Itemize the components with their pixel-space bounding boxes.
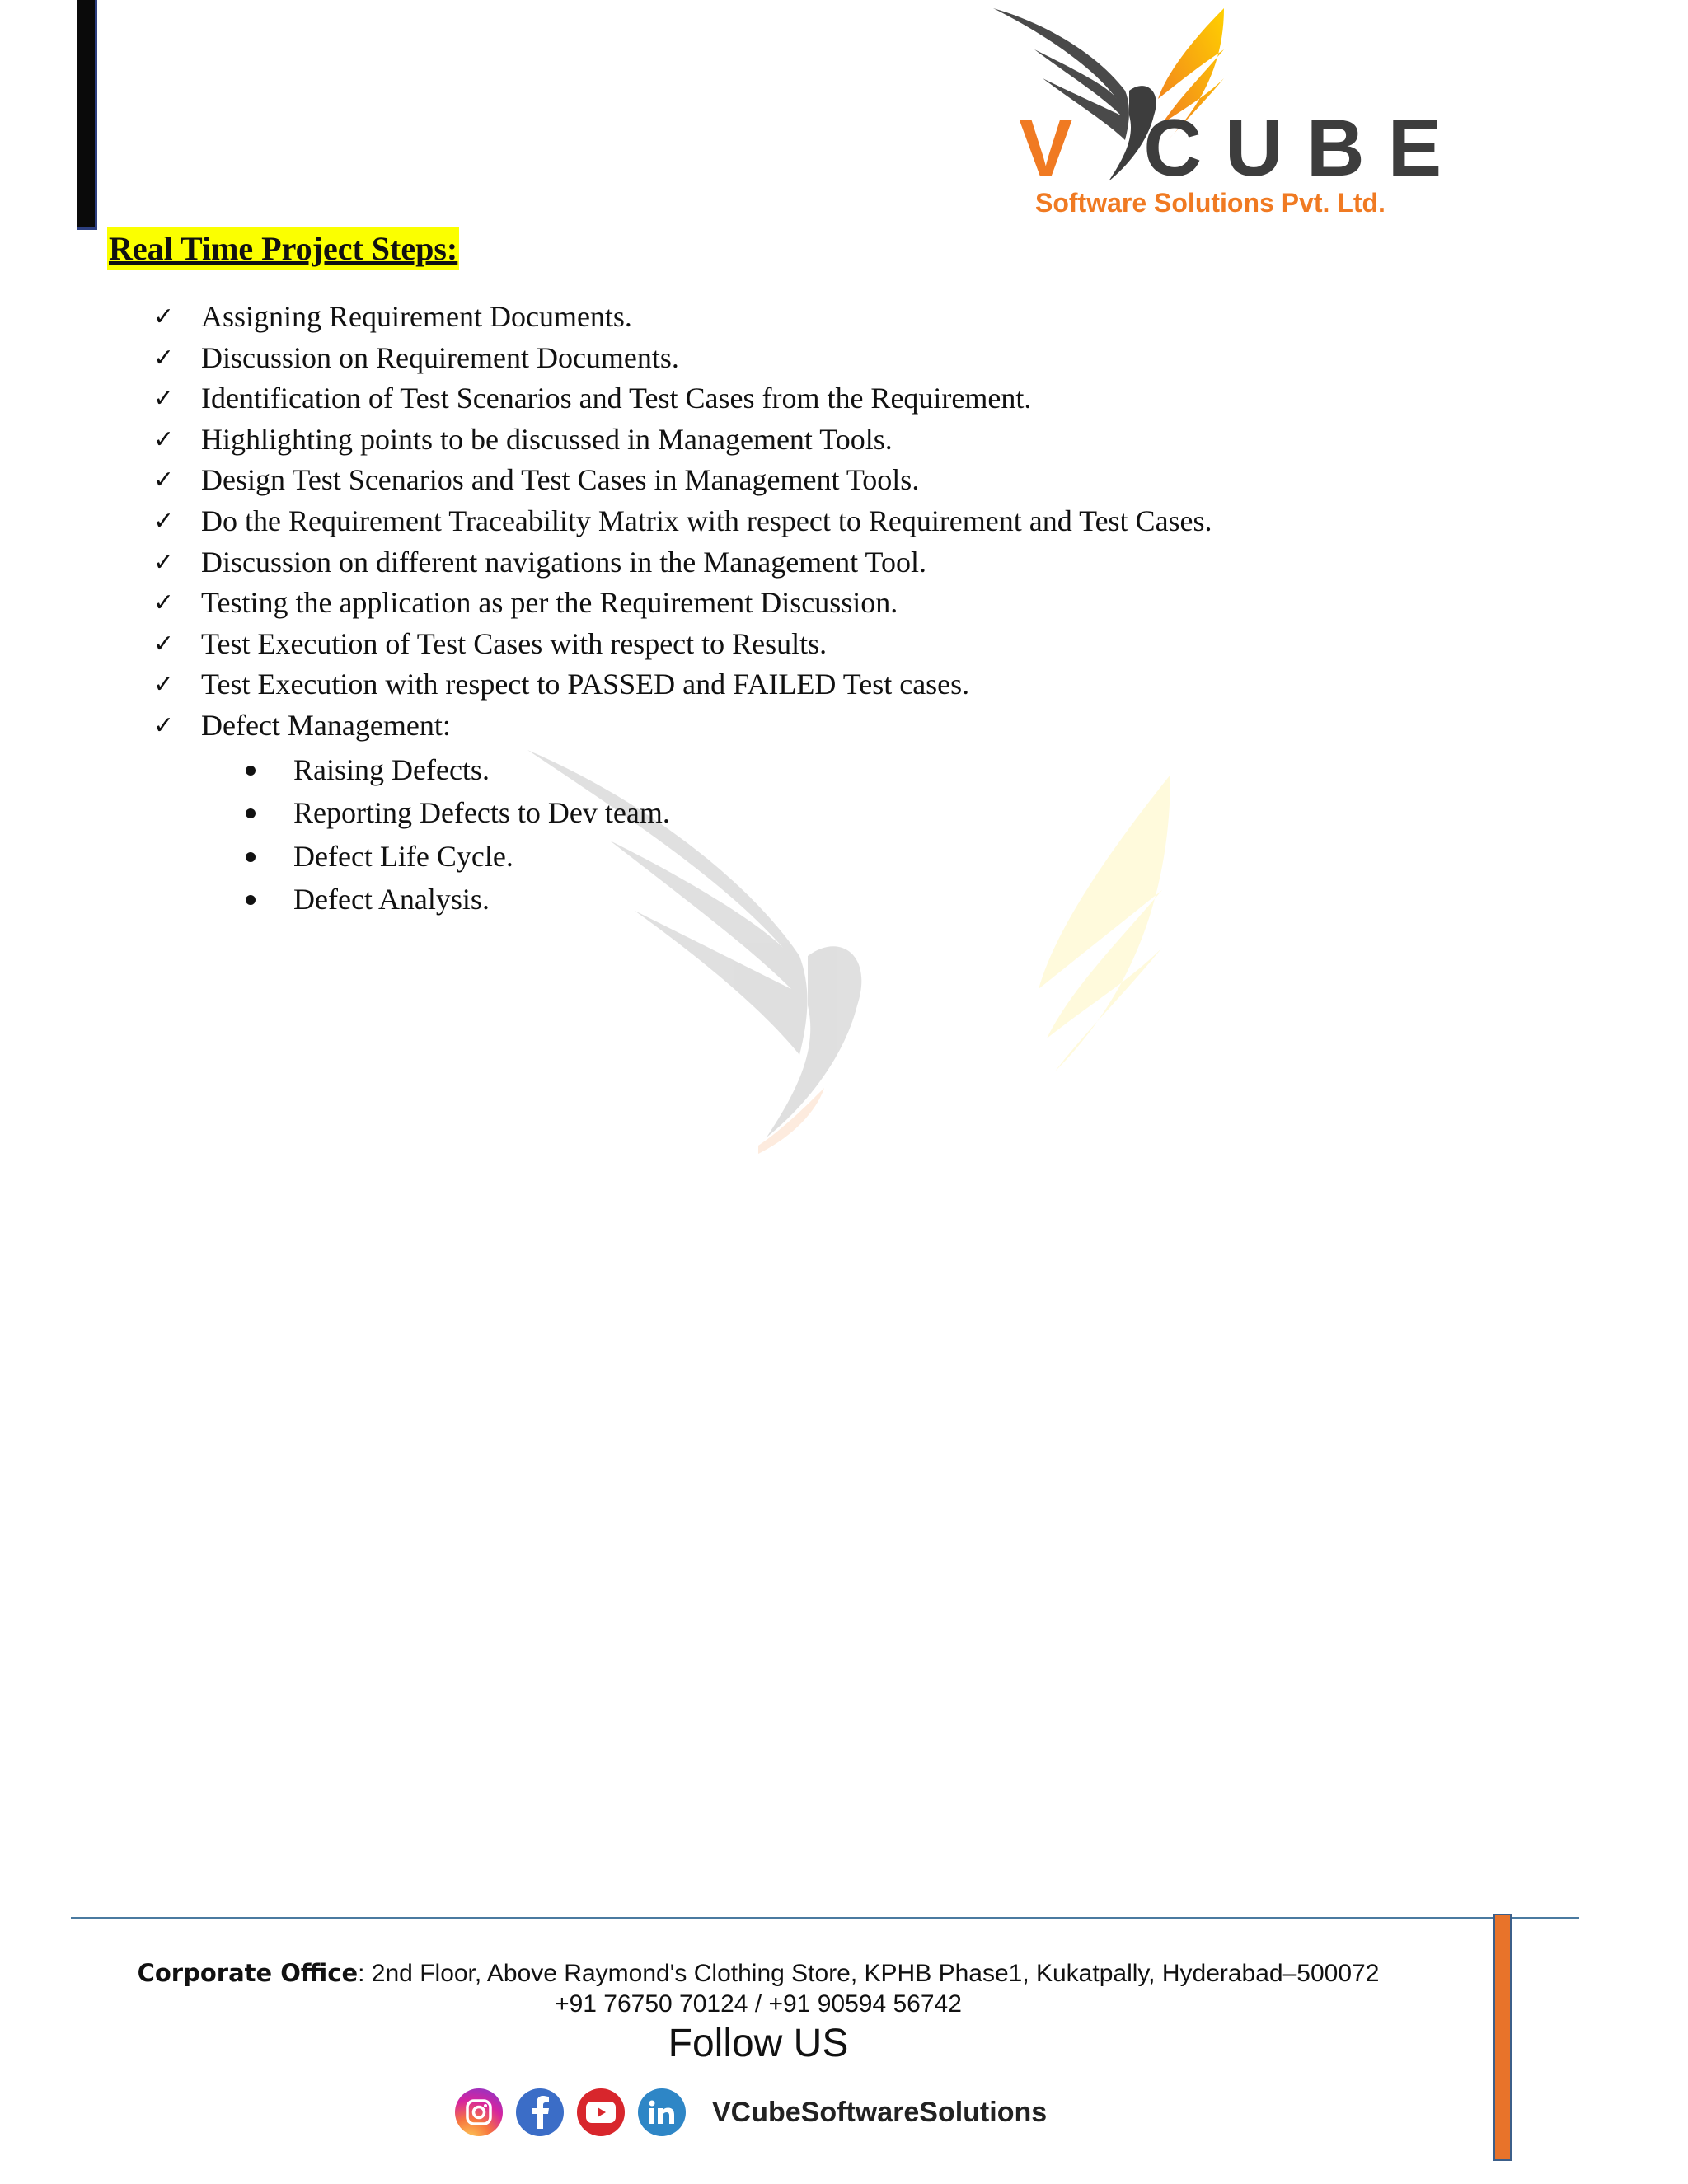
checkmark-icon: ✓ (153, 424, 175, 454)
checkmark-icon: ✓ (153, 629, 175, 658)
sub-list-item: Defect Life Cycle. (201, 835, 1212, 879)
sub-list-item: Raising Defects. (201, 748, 1212, 792)
list-item: ✓ Test Execution of Test Cases with respect to Results. (148, 624, 1212, 665)
checkmark-icon: ✓ (153, 670, 175, 700)
youtube-icon[interactable] (577, 2088, 625, 2136)
checkmark-icon: ✓ (153, 710, 175, 740)
checkmark-icon: ✓ (153, 384, 175, 414)
linkedin-icon[interactable] (638, 2088, 686, 2136)
sub-list-item: Defect Analysis. (201, 878, 1212, 921)
list-item: ✓ Discussion on Requirement Documents. (148, 338, 1212, 379)
logo-wordmark: V CUBE (1019, 102, 1465, 193)
checkmark-icon: ✓ (153, 506, 175, 536)
instagram-icon[interactable] (455, 2088, 503, 2136)
follow-us-label: Follow US (668, 2022, 849, 2065)
bullet-icon (246, 766, 256, 776)
footer-phones: +91 76750 70124 / +91 90594 56742 (555, 1990, 962, 2018)
list-item-defect-management: ✓ Defect Management: Raising Defects. Reporting Defects to Dev team. Defect Life Cycle. Defect Analysis. (148, 705, 1212, 921)
bullet-icon (246, 852, 256, 862)
facebook-icon[interactable] (516, 2088, 564, 2136)
page-heading: Real Time Project Steps: (107, 227, 459, 270)
list-item: ✓ Design Test Scenarios and Test Cases in Management Tools. (148, 460, 1212, 501)
sub-list-item: Reporting Defects to Dev team. (201, 791, 1212, 835)
logo-subtitle: Software Solutions Pvt. Ltd. (1035, 188, 1386, 218)
checkmark-icon: ✓ (153, 588, 175, 618)
checkmark-icon: ✓ (153, 547, 175, 577)
footer-address: Corporate Office: 2nd Floor, Above Raymond's Clothing Store, KPHB Phase1, Kukatpally, Hyderabad–500072 (137, 1959, 1380, 1987)
checkmark-icon: ✓ (153, 302, 175, 331)
list-item: ✓ Highlighting points to be discussed in Management Tools. (148, 419, 1212, 461)
list-item: ✓ Identification of Test Scenarios and Test Cases from the Requirement. (148, 378, 1212, 419)
list-item: ✓ Testing the application as per the Requirement Discussion. (148, 583, 1212, 624)
checkmark-icon: ✓ (153, 343, 175, 373)
social-links (455, 2087, 1047, 2138)
checkmark-icon: ✓ (153, 466, 175, 495)
list-item: ✓ Do the Requirement Traceability Matrix with respect to Requirement and Test Cases. (148, 501, 1212, 542)
bullet-icon (246, 895, 256, 905)
left-margin-bar (77, 0, 97, 230)
social-handle[interactable]: VCubeSoftwareSolutions (712, 2096, 1048, 2128)
footer-divider (71, 1917, 1579, 1919)
project-steps-list (148, 297, 1212, 921)
list-item: ✓ Assigning Requirement Documents. (148, 297, 1212, 338)
bullet-icon (246, 808, 256, 818)
list-item: ✓ Test Execution with respect to PASSED and FAILED Test cases. (148, 664, 1212, 705)
list-item: ✓ Discussion on different navigations in the Management Tool. (148, 542, 1212, 583)
defect-substeps-list (201, 748, 1212, 921)
